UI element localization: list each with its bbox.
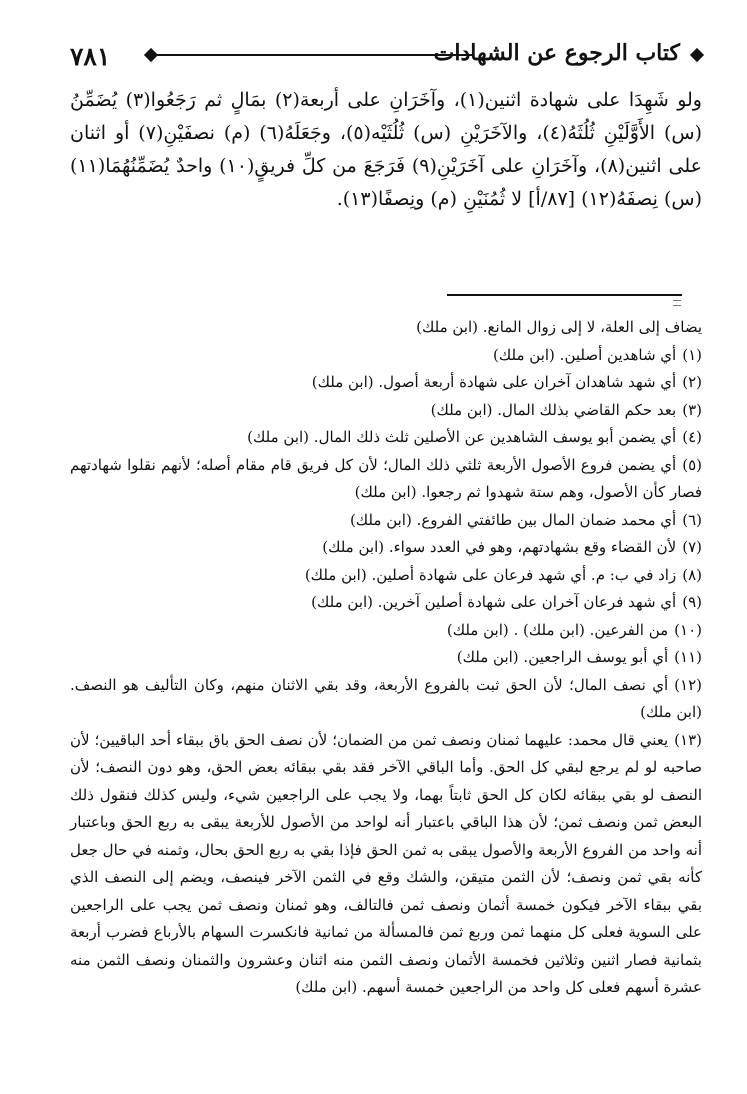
footnote-item xyxy=(70,727,702,1002)
footnote-text: زاد في ب: م. أي شهد فرعان على شهادة أصلين. (ابن ملك) xyxy=(304,565,677,584)
footnote-item xyxy=(70,644,702,672)
footnote-item xyxy=(70,452,702,507)
footnote-number: (٦) xyxy=(682,510,702,529)
footnote-text: أي شهد فرعان آخران على شهادة أصلين آخرين. (ابن ملك) xyxy=(311,593,677,611)
footnote-number: (١١) xyxy=(674,648,702,666)
footnote-number: (٧) xyxy=(682,538,702,556)
footnote-item xyxy=(70,672,702,727)
footnotes xyxy=(70,314,702,1002)
footnote-text: أي يضمن أبو يوسف الشاهدين عن الأصلين ثلث ذلك المال. (ابن ملك) xyxy=(247,428,677,446)
footnote-separator xyxy=(447,294,682,296)
footnote-text: أي محمد ضمان المال بين طائفتي الفروع. (ابن ملك) xyxy=(349,510,677,529)
footnote-item xyxy=(70,314,702,342)
footnote-number: (٥) xyxy=(682,455,702,474)
footnote-number: (١٢) xyxy=(674,675,702,694)
footnote-text: أي شهد شاهدان آخران على شهادة أربعة أصول. (ابن ملك) xyxy=(311,373,677,391)
book-title: كتاب الرجوع عن الشهادات xyxy=(433,40,680,66)
main-paragraph: ولو شَهِدَا على شهادة اثنين(١)، وآخَرَانِ على أربعة(٢) بمَالٍ ثم رَجَعُوا(٣) يُضَمِّنُ (س) الأَوَّلَيْنِ ثُلُثَهُ(٤)، والآخَرَيْنِ (س) ثُلُثَيْه(٥)، وجَعَلَهُ(٦) (م) نصفَيْنِ(٧) أو اثنان على اثنين(٨)، وآخَرَانِ على آخَرَيْنِ(٩) فَرَجَعَ من كلِّ فريقٍ(١٠) واحدٌ يُضَمِّنُهُمَا(١١) (س) نِصفَهُ(١٢) [٨٧/أ] لا ثُمُنَيْنِ (م) ونِصفًا(١٣). xyxy=(70,89,702,210)
header-rule xyxy=(150,54,472,56)
footnote-text: أي نصف المال؛ لأن الحق ثبت بالفروع الأربعة، وقد بقي الاثنان منهم، وكان التأليف هو النصف. (ابن ملك) xyxy=(70,675,702,721)
footnote-text: لأن القضاء وقع بشهادتهم، وهو في العدد سواء. (ابن ملك) xyxy=(322,538,677,556)
footnote-text: أي أبو يوسف الراجعين. (ابن ملك) xyxy=(456,648,669,666)
footnote-item xyxy=(70,507,702,535)
footnote-number: (٣) xyxy=(682,400,702,419)
footnote-item xyxy=(70,562,702,590)
footnote-text: من الفرعين. (ابن ملك) . (ابن ملك) xyxy=(446,620,669,639)
footnote-number: (٩) xyxy=(682,593,702,611)
footnote-item xyxy=(70,369,702,397)
footnote-item xyxy=(70,424,702,452)
footnote-number: (٨) xyxy=(682,565,702,584)
footnote-number: (١) xyxy=(682,345,702,364)
footnote-item xyxy=(70,617,702,645)
page-header xyxy=(70,40,702,72)
page-number: ٧٨١ xyxy=(70,42,111,71)
footnote-number: (٤) xyxy=(682,428,702,446)
footnote-number: (٢) xyxy=(682,373,702,391)
separator-mark xyxy=(673,300,681,306)
footnote-item xyxy=(70,589,702,617)
footnote-item xyxy=(70,397,702,425)
diamond-ornament-icon xyxy=(690,48,704,62)
footnote-number: (١٣) xyxy=(674,730,702,749)
footnote-item xyxy=(70,342,702,370)
footnote-item xyxy=(70,534,702,562)
footnote-text: يعني قال محمد: عليهما ثمنان ونصف ثمن من الضمان؛ لأن نصف الحق باق ببقاء أحد الباقيين؛ لأن صاحبه لو لم يرجع لبقي كل الحق. وأما الباقي الآخر فقد بقي ببقائه بعض الحق، وهو دون النصف؛ لأن النصف لو بقي ببقائه لكان كل الحق ثابتاً بهما، ولا يجب على الراجعين شيء، وليس كذلك فنقول ذلك البعض ثمن ونصف ثمن؛ لأن هذا الباقي باعتبار أنه لواحد من الأصول للأربعة يبقى به ربع الحق وباعتبار أنه واحد من الفروع الأربعة والأصول يبقى به ثمن الحق فإذا بقي به ربع الحق بحال، وثمنه في حال جعل كأنه بقي ثمن ونصف؛ لأن الثمن متيقن، والشك وقع في الثمن الآخر فينصف، ويضم إلى النصف الذي بقي ببقاء الآخر فيكون خمسة أثمان ونصف ثمن فالتالف، وهو ثمنان ونصف ثمن يجب على الراجعين على السوية فعلى كل منهما ثمن وربع ثمن فالمسألة من ثمانية فانكسرت السهام بالأرباع فضرب أربعة بثمانية فصار اثنين وثلاثين فخمسة الأثمان ونصف الثمن منه اثنان وعشرون والثمنان ونصف الثمن منه عشرة أسهم فعلى كل واحد من الراجعين خمسة أسهم. (ابن ملك) xyxy=(70,730,702,996)
footnote-text: بعد حكم القاضي بذلك المال. (ابن ملك) xyxy=(430,400,677,419)
footnote-text: أي شاهدين أصلين. (ابن ملك) xyxy=(493,345,677,364)
main-text xyxy=(70,84,702,216)
footnote-text: يضاف إلى العلة، لا إلى زوال المانع. (ابن ملك) xyxy=(416,318,702,336)
footnote-number: (١٠) xyxy=(674,620,702,639)
footnote-text: أي يضمن فروع الأصول الأربعة ثلثي ذلك المال؛ لأن كل فريق قام مقام أصله؛ لأنهم نقلوا شهادتهم فصار كأن الأصول، وهم ستة شهدوا ثم رجعوا. (ابن ملك) xyxy=(70,455,702,501)
